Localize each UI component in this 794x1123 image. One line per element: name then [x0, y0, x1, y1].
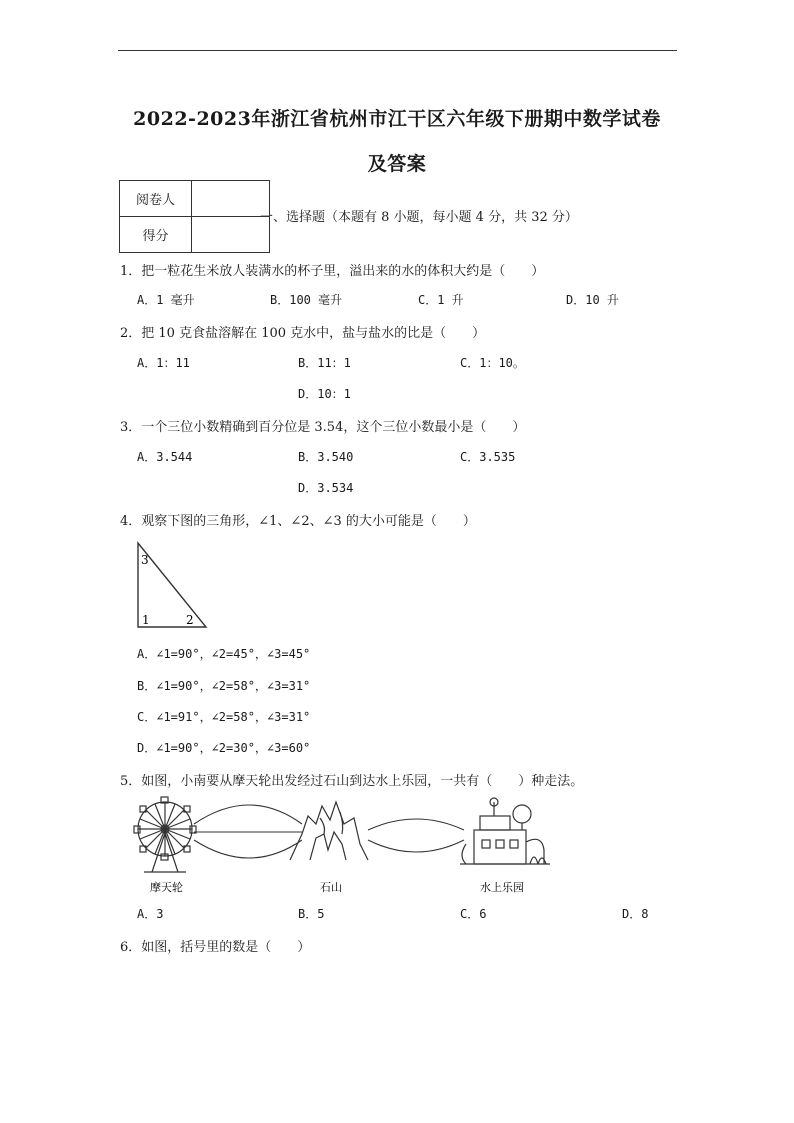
q4-option-c: C．∠1=91°，∠2=58°，∠3=31°	[137, 710, 311, 724]
angle-label-3: 3	[141, 553, 149, 567]
routes-mountain-to-waterpark	[368, 819, 464, 852]
angle-label-1: 1	[142, 613, 150, 627]
page-title-line2: 及答案	[367, 153, 427, 175]
q2-option-b: B．11：1	[298, 356, 351, 370]
q2-option-d: D．10：1	[298, 387, 351, 401]
angle-label-2: 2	[186, 613, 194, 627]
question-4-stem: 4．观察下图的三角形，∠1、∠2、∠3 的大小可能是（ ）	[120, 514, 476, 529]
q3-option-c: C．3.535	[460, 450, 516, 464]
q3-option-a: A．3.544	[137, 450, 193, 464]
q4-option-d: D．∠1=90°，∠2=30°，∠3=60°	[137, 741, 311, 755]
q1-option-d: D．10 升	[566, 293, 619, 307]
triangle-figure	[130, 538, 215, 633]
q5-option-b: B．5	[298, 907, 325, 921]
label-water-park: 水上乐园	[480, 881, 524, 894]
question-3-stem: 3．一个三位小数精确到百分位是 3.54，这个三位小数最小是（ ）	[120, 420, 526, 435]
label-stone-mountain: 石山	[320, 881, 342, 894]
q2-option-c: C．1：10。	[460, 356, 525, 370]
reviewer-cell	[192, 181, 270, 217]
q4-option-b: B．∠1=90°，∠2=58°，∠3=31°	[137, 679, 311, 693]
section-heading: 一、选择题（本题有 8 小题，每小题 4 分，共 32 分）	[260, 210, 578, 225]
q3-option-d: D．3.534	[298, 481, 354, 495]
q1-option-b: B．100 毫升	[270, 293, 343, 307]
question-1-stem: 1．把一粒花生米放人装满水的杯子里，溢出来的水的体积大约是（ ）	[120, 264, 545, 279]
question-5-stem: 5．如图，小南要从摩天轮出发经过石山到达水上乐园，一共有（ ）种走法。	[120, 774, 584, 789]
score-label: 得分	[120, 217, 192, 253]
q1-option-c: C．1 升	[418, 293, 464, 307]
q4-option-a: A．∠1=90°，∠2=45°，∠3=45°	[137, 647, 311, 661]
water-park-icon	[460, 798, 550, 864]
q1-option-a: A．1 毫升	[137, 293, 195, 307]
routes-wheel-to-mountain	[194, 805, 302, 858]
q5-option-a: A．3	[137, 907, 164, 921]
stone-mountain-icon	[290, 802, 368, 860]
q2-option-a: A．1：11	[137, 356, 190, 370]
question-2-stem: 2．把 10 克食盐溶解在 100 克水中，盐与盐水的比是（ ）	[120, 326, 486, 341]
q5-option-c: C．6	[460, 907, 487, 921]
header-rule	[118, 50, 677, 51]
page-title: 2022-2023年浙江省杭州市江干区六年级下册期中数学试卷	[133, 108, 661, 130]
reviewer-label: 阅卷人	[120, 181, 192, 217]
q3-option-b: B．3.540	[298, 450, 354, 464]
ferris-wheel-icon	[134, 797, 196, 872]
label-ferris-wheel: 摩天轮	[150, 881, 183, 894]
score-table	[119, 180, 270, 253]
score-cell	[192, 217, 270, 253]
route-figure	[130, 794, 560, 900]
q5-option-d: D．8	[622, 907, 649, 921]
question-6-stem: 6．如图，括号里的数是（ ）	[120, 940, 311, 955]
